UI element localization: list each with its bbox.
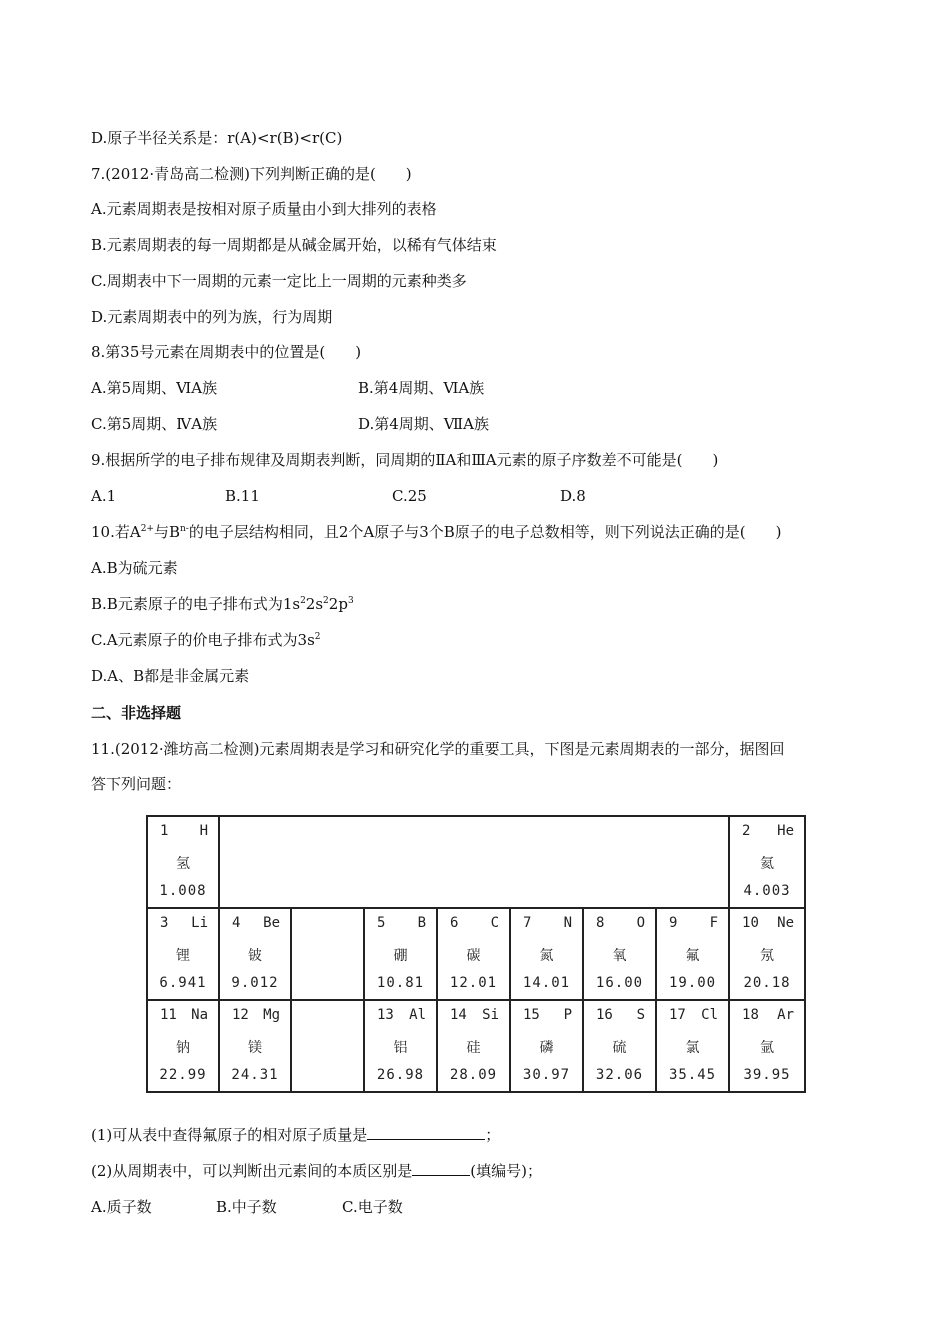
empty-cell xyxy=(291,1000,364,1092)
q9-option-a: A.1 xyxy=(91,487,117,505)
element-cell-na: 11 Na 钠 22.99 xyxy=(147,1000,219,1092)
element-cell-be: 4 Be 铍 9.012 xyxy=(219,908,291,1000)
q11-sub2-option-c: C.电子数 xyxy=(342,1198,403,1216)
section-heading: 二、非选择题 xyxy=(91,704,182,722)
element-cell-c: 6 C 碳 12.01 xyxy=(437,908,510,1000)
q9-option-d: D.8 xyxy=(560,487,586,505)
q10-option-b: B.B元素原子的电子排布式为$1s^22s^22p^3$ xyxy=(91,595,354,613)
empty-region xyxy=(219,816,729,908)
answer-blank[interactable] xyxy=(367,1125,485,1140)
element-cell-h: 1 H 氢 1.008 xyxy=(147,816,219,908)
q8-stem: 8.第35号元素在周期表中的位置是( ) xyxy=(91,343,362,361)
element-cell-s: 16 S 硫 32.06 xyxy=(583,1000,656,1092)
empty-cell xyxy=(291,908,364,1000)
element-cell-al: 13 Al 铝 26.98 xyxy=(364,1000,437,1092)
q11-sub2-option-a: A.质子数 xyxy=(91,1198,152,1216)
element-cell-cl: 17 Cl 氯 35.45 xyxy=(656,1000,729,1092)
element-cell-o: 8 O 氧 16.00 xyxy=(583,908,656,1000)
element-cell-ar: 18 Ar 氩 39.95 xyxy=(729,1000,805,1092)
element-cell-b: 5 B 硼 10.81 xyxy=(364,908,437,1000)
answer-blank[interactable] xyxy=(412,1161,470,1176)
element-cell-n: 7 N 氮 14.01 xyxy=(510,908,583,1000)
q8-option-d: D.第4周期、ⅦA族 xyxy=(358,415,489,433)
q8-option-c: C.第5周期、ⅣA族 xyxy=(91,415,218,433)
q10-stem: 10.若$A^{2+}$与$B^{n-}$的电子层结构相同，且2个A原子与3个B原子的电子总数相等，则下列说法正确的是( ) xyxy=(91,523,782,541)
q11-sub2: (2)从周期表中，可以判断出元素间的本质区别是 (填编号)； xyxy=(91,1162,542,1180)
q7-option-d: D.元素周期表中的列为族，行为周期 xyxy=(91,308,333,326)
q9-option-b: B.11 xyxy=(225,487,260,505)
q7-stem: 7.(2012·青岛高二检测)下列判断正确的是( ) xyxy=(91,165,412,183)
element-cell-he: 2 He 氦 4.003 xyxy=(729,816,805,908)
q10-option-a: A.B为硫元素 xyxy=(91,559,178,577)
periodic-table xyxy=(146,815,806,1093)
q8-option-a: A.第5周期、ⅥA族 xyxy=(91,379,218,397)
q10-option-d: D.A、B都是非金属元素 xyxy=(91,667,250,685)
element-cell-si: 14 Si 硅 28.09 xyxy=(437,1000,510,1092)
q6-option-d: D.原子半径关系是：r(A)<r(B)<r(C) xyxy=(91,129,343,147)
q7-option-b: B.元素周期表的每一周期都是从碱金属开始，以稀有气体结束 xyxy=(91,236,497,254)
element-cell-ne: 10 Ne 氖 20.18 xyxy=(729,908,805,1000)
q10-option-c: C.A元素原子的价电子排布式为$3s^2$ xyxy=(91,631,321,649)
q9-option-c: C.25 xyxy=(392,487,427,505)
q9-stem: 9.根据所学的电子排布规律及周期表判断，同周期的ⅡA和ⅢA元素的原子序数差不可能是( ) xyxy=(91,451,719,469)
element-cell-p: 15 P 磷 30.97 xyxy=(510,1000,583,1092)
element-cell-li: 3 Li 锂 6.941 xyxy=(147,908,219,1000)
q11-stem-line1: 11.(2012·潍坊高二检测)元素周期表是学习和研究化学的重要工具，下图是元素周期表的一部分，据图回 xyxy=(91,740,785,758)
q11-stem-line2: 答下列问题： xyxy=(91,775,182,793)
q7-option-c: C.周期表中下一周期的元素一定比上一周期的元素种类多 xyxy=(91,272,467,290)
q11-sub1: (1)可从表中查得氟原子的相对原子质量是 ； xyxy=(91,1126,501,1144)
q7-option-a: A.元素周期表是按相对原子质量由小到大排列的表格 xyxy=(91,200,437,218)
element-cell-mg: 12 Mg 镁 24.31 xyxy=(219,1000,291,1092)
q8-option-b: B.第4周期、ⅥA族 xyxy=(358,379,485,397)
element-cell-f: 9 F 氟 19.00 xyxy=(656,908,729,1000)
q11-sub2-option-b: B.中子数 xyxy=(216,1198,277,1216)
